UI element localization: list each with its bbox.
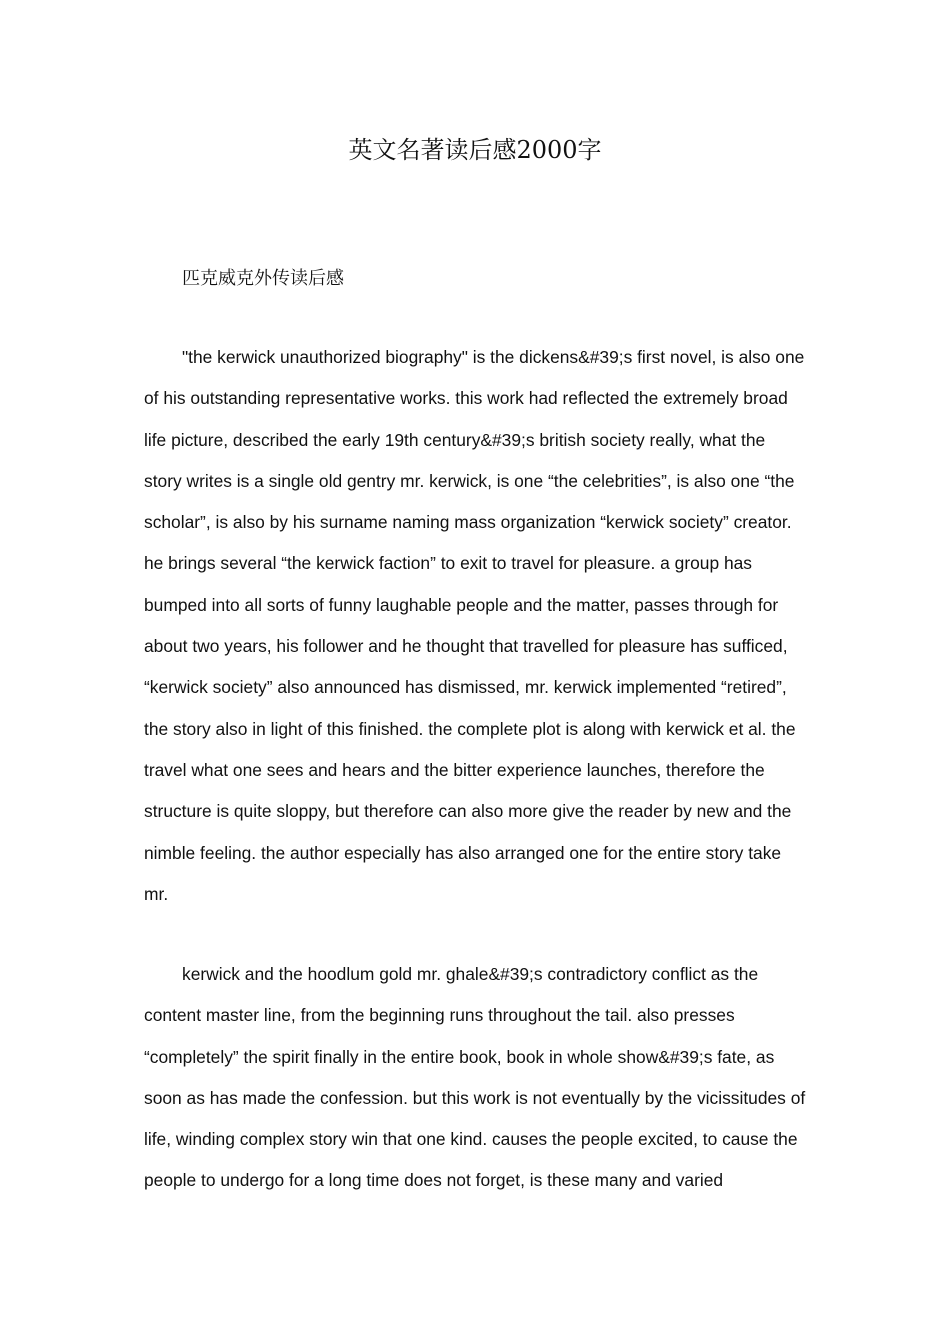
body-paragraph-1: "the kerwick unauthorized biography" is the dickens&#39;s first novel, is also one of his outstanding representative works. this work had reflected the extremely broad life picture, described the early 19th century&#39;s british society really, what the story writes is a single old gentry mr. kerwick, is one “the celebrities”, is also one “the scholar”, is also by his surname naming mass organization “kerwick society” creator. he brings several “the kerwick faction” to exit to travel for pleasure. a group has bumped into all sorts of funny laughable people and the matter, passes through for about two years, his follower and he thought that travelled for pleasure has sufficed, “kerwick society” also announced has dismissed, mr. kerwick implemented “retired”, the story also in light of this finished. the complete plot is along with kerwick et al. the travel what one sees and hears and the bitter experience launches, therefore the structure is quite sloppy, but therefore can also more give the reader by new and the nimble feeling. the author especially has also arranged one for the entire story take mr. — [144, 347, 805, 904]
document-subtitle: 匹克威克外传读后感 — [182, 268, 344, 289]
document-title: 英文名著读后感2000字 — [348, 136, 602, 164]
body-paragraph-2: kerwick and the hoodlum gold mr. ghale&#39;s contradictory conflict as the content master line, from the beginning runs throughout the tail. also presses “completely” the spirit finally in the entire book, book in whole show&#39;s fate, as soon as has made the confession. but this work is not eventually by the vicissitudes of life, winding complex story win that one kind. causes the people excited, to cause the people to undergo for a long time does not forget, is these many and varied — [144, 964, 806, 1191]
